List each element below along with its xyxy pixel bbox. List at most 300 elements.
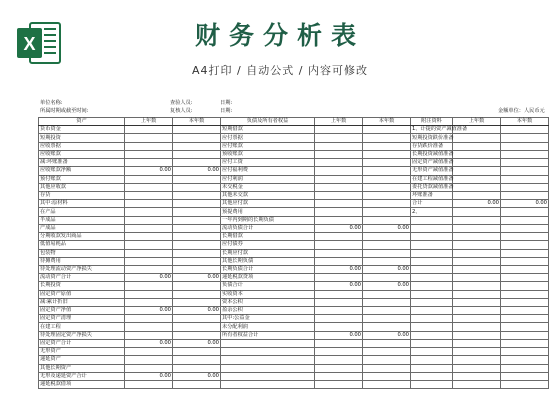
note-prev-cell[interactable] [453, 348, 501, 356]
liability-item-cell[interactable]: 盈余公积 [221, 307, 315, 315]
note-item-cell[interactable]: 固定资产减值准备 [412, 159, 454, 166]
note-prev-cell[interactable] [453, 224, 501, 232]
note-curr-cell[interactable] [501, 167, 549, 175]
liability-item-cell[interactable]: 资本公积 [221, 298, 315, 306]
liability-item-cell[interactable]: 预提费用 [221, 208, 315, 216]
liability-item-cell[interactable]: 长期借款 [221, 233, 315, 241]
note-curr-cell[interactable] [501, 126, 549, 134]
note-prev-cell[interactable] [453, 356, 501, 364]
asset-prev-cell[interactable] [125, 191, 173, 199]
liability-prev-cell[interactable] [315, 167, 363, 175]
note-item-cell[interactable] [411, 282, 453, 290]
note-prev-cell[interactable] [453, 265, 501, 273]
liability-curr-cell[interactable]: 0.00 [363, 282, 411, 290]
note-item-cell[interactable]: 短期投资跌价准备 [412, 134, 454, 141]
note-curr-cell[interactable] [501, 265, 549, 273]
liability-item-cell[interactable]: 实收资本 [221, 290, 315, 298]
asset-prev-cell[interactable] [125, 381, 173, 389]
liability-curr-cell[interactable] [363, 183, 411, 191]
asset-item-cell[interactable]: 固定资产合计 [39, 339, 125, 347]
asset-prev-cell[interactable]: 0.00 [125, 274, 173, 282]
asset-item-cell[interactable]: 应收票据 [39, 142, 125, 150]
liability-curr-cell[interactable] [363, 175, 411, 183]
note-item-cell[interactable]: 无形资产减值准备 [412, 167, 454, 174]
asset-prev-cell[interactable] [125, 224, 173, 232]
asset-prev-cell[interactable] [125, 265, 173, 273]
asset-item-cell[interactable]: 分期收款发出商品 [39, 233, 125, 241]
asset-item-cell[interactable]: 无形资产 [39, 348, 125, 356]
asset-item-cell[interactable]: 其他长期资产 [39, 364, 125, 372]
note-curr-cell[interactable] [501, 142, 549, 150]
note-item-cell[interactable]: 坏账准备 [411, 191, 453, 199]
liability-curr-cell[interactable] [363, 356, 411, 364]
asset-curr-cell[interactable] [173, 200, 221, 208]
note-curr-cell[interactable] [501, 364, 549, 372]
asset-item-cell[interactable]: 预付账款 [39, 175, 125, 183]
liability-curr-cell[interactable] [363, 200, 411, 208]
liability-item-cell[interactable]: 应付福利费 [221, 167, 315, 175]
asset-curr-cell[interactable]: 0.00 [173, 372, 221, 380]
liability-prev-cell[interactable] [315, 323, 363, 331]
asset-curr-cell[interactable] [173, 159, 221, 167]
note-item-cell[interactable]: 存货跌价准备 [411, 142, 453, 150]
note-prev-cell[interactable] [453, 339, 501, 347]
liability-curr-cell[interactable] [363, 191, 411, 199]
asset-item-cell[interactable]: 递延资产 [39, 356, 125, 364]
liability-curr-cell[interactable] [363, 134, 411, 142]
liability-curr-cell[interactable] [363, 142, 411, 150]
note-item-cell[interactable]: 2、 [411, 208, 453, 216]
asset-prev-cell[interactable] [125, 134, 173, 142]
liability-item-cell[interactable]: 应付工资 [221, 159, 315, 167]
liability-prev-cell[interactable] [315, 315, 363, 323]
note-curr-cell[interactable] [501, 298, 549, 306]
note-prev-cell[interactable] [453, 241, 501, 249]
asset-item-cell[interactable]: 包装物 [39, 249, 125, 257]
liability-prev-cell[interactable] [315, 381, 363, 389]
note-curr-cell[interactable] [501, 339, 549, 347]
asset-item-cell[interactable]: 其中:原材料 [39, 200, 125, 208]
asset-curr-cell[interactable] [173, 290, 221, 298]
note-item-cell[interactable] [411, 381, 453, 389]
liability-prev-cell[interactable] [315, 191, 363, 199]
note-item-cell[interactable] [411, 233, 453, 241]
note-item-cell[interactable] [411, 372, 453, 380]
liability-curr-cell[interactable] [363, 323, 411, 331]
asset-curr-cell[interactable] [173, 216, 221, 224]
note-prev-cell[interactable] [453, 257, 501, 265]
liability-item-cell[interactable]: 其他未交款 [221, 191, 315, 199]
note-curr-cell[interactable] [501, 241, 549, 249]
liability-prev-cell[interactable]: 0.00 [315, 282, 363, 290]
liability-curr-cell[interactable] [363, 249, 411, 257]
liability-item-cell[interactable]: 长期应付款 [221, 249, 315, 257]
asset-curr-cell[interactable]: 0.00 [173, 339, 221, 347]
asset-curr-cell[interactable] [173, 356, 221, 364]
asset-curr-cell[interactable]: 0.00 [173, 274, 221, 282]
liability-item-cell[interactable]: 应付债券 [221, 241, 315, 249]
note-prev-cell[interactable] [453, 290, 501, 298]
note-item-cell[interactable] [411, 224, 453, 232]
asset-prev-cell[interactable] [125, 175, 173, 183]
note-prev-cell[interactable] [453, 315, 501, 323]
header-curr-year-2[interactable]: 本年数 [363, 118, 411, 126]
liability-item-cell[interactable]: 负债合计 [221, 282, 315, 290]
liability-item-cell[interactable] [221, 339, 315, 347]
asset-curr-cell[interactable] [173, 348, 221, 356]
note-item-cell[interactable]: 1、计提的资产减值准备 [412, 126, 468, 133]
asset-prev-cell[interactable] [125, 290, 173, 298]
liability-curr-cell[interactable] [363, 274, 411, 282]
note-prev-cell[interactable] [453, 298, 501, 306]
liability-prev-cell[interactable] [315, 298, 363, 306]
note-item-cell[interactable]: 长期投资减值准备 [412, 150, 454, 157]
note-item-cell[interactable] [411, 298, 453, 306]
note-prev-cell[interactable] [453, 134, 501, 142]
asset-prev-cell[interactable] [125, 233, 173, 241]
note-item-cell[interactable] [411, 339, 453, 347]
asset-curr-cell[interactable] [173, 298, 221, 306]
asset-item-cell[interactable]: 低值易耗品 [39, 241, 125, 249]
note-curr-cell[interactable] [501, 282, 549, 290]
asset-item-cell[interactable]: 在产品 [39, 208, 125, 216]
note-curr-cell[interactable] [501, 249, 549, 257]
note-prev-cell[interactable] [453, 233, 501, 241]
asset-prev-cell[interactable] [125, 364, 173, 372]
liability-curr-cell[interactable] [363, 216, 411, 224]
note-prev-cell[interactable] [453, 249, 501, 257]
liability-prev-cell[interactable] [315, 183, 363, 191]
liability-prev-cell[interactable] [315, 241, 363, 249]
asset-prev-cell[interactable] [125, 150, 173, 158]
note-item-cell[interactable] [411, 274, 453, 282]
note-item-cell[interactable] [411, 364, 453, 372]
note-prev-cell[interactable] [453, 142, 501, 150]
liability-item-cell[interactable]: 其中:公益金 [221, 315, 315, 323]
liability-curr-cell[interactable] [363, 381, 411, 389]
asset-curr-cell[interactable] [173, 142, 221, 150]
liability-curr-cell[interactable] [363, 233, 411, 241]
asset-prev-cell[interactable]: 0.00 [125, 339, 173, 347]
liability-item-cell[interactable] [221, 364, 315, 372]
note-curr-cell[interactable] [501, 290, 549, 298]
asset-curr-cell[interactable] [173, 331, 221, 339]
note-curr-cell[interactable] [501, 331, 549, 339]
note-curr-cell[interactable] [501, 372, 549, 380]
note-item-cell[interactable] [411, 241, 453, 249]
asset-curr-cell[interactable] [173, 191, 221, 199]
liability-curr-cell[interactable] [363, 159, 411, 167]
header-prev-year-2[interactable]: 上年数 [315, 118, 363, 126]
liability-item-cell[interactable]: 递延税款贷项 [221, 274, 315, 282]
note-curr-cell[interactable] [501, 315, 549, 323]
liability-prev-cell[interactable] [315, 339, 363, 347]
asset-prev-cell[interactable] [125, 159, 173, 167]
asset-item-cell[interactable]: 应收账款净额 [39, 167, 125, 175]
note-curr-cell[interactable] [501, 150, 549, 158]
note-curr-cell[interactable] [501, 183, 549, 191]
liability-curr-cell[interactable] [363, 315, 411, 323]
header-curr-year[interactable]: 本年数 [173, 118, 221, 126]
liability-curr-cell[interactable] [363, 167, 411, 175]
note-prev-cell[interactable] [453, 274, 501, 282]
liability-item-cell[interactable]: 应付票据 [221, 134, 315, 142]
liability-item-cell[interactable]: 未交税金 [221, 183, 315, 191]
liability-item-cell[interactable]: 短期借款 [221, 126, 315, 134]
asset-item-cell[interactable]: 流动资产合计 [39, 274, 125, 282]
asset-item-cell[interactable]: 其他应收款 [39, 183, 125, 191]
asset-item-cell[interactable]: 半成品 [39, 216, 125, 224]
note-item-cell[interactable] [411, 257, 453, 265]
note-prev-cell[interactable] [453, 191, 501, 199]
note-curr-cell[interactable] [501, 233, 549, 241]
liability-prev-cell[interactable] [315, 134, 363, 142]
note-item-cell[interactable] [411, 315, 453, 323]
liability-item-cell[interactable]: 未分配利润 [221, 323, 315, 331]
note-prev-cell[interactable] [453, 381, 501, 389]
asset-prev-cell[interactable] [125, 183, 173, 191]
liability-prev-cell[interactable] [315, 159, 363, 167]
asset-curr-cell[interactable] [173, 175, 221, 183]
asset-prev-cell[interactable] [125, 348, 173, 356]
note-item-cell[interactable] [411, 331, 453, 339]
liability-item-cell[interactable]: 预收账款 [221, 150, 315, 158]
asset-curr-cell[interactable] [173, 134, 221, 142]
note-curr-cell[interactable] [501, 348, 549, 356]
liability-item-cell[interactable]: 应付账款 [221, 142, 315, 150]
note-prev-cell[interactable] [453, 372, 501, 380]
liability-item-cell[interactable]: 其他长期负债 [221, 257, 315, 265]
asset-item-cell[interactable]: 减:坏账准备 [39, 159, 125, 167]
header-assets[interactable]: 资产 [39, 118, 125, 126]
note-curr-cell[interactable] [501, 323, 549, 331]
asset-prev-cell[interactable]: 0.00 [125, 167, 173, 175]
asset-prev-cell[interactable]: 0.00 [125, 372, 173, 380]
asset-curr-cell[interactable] [173, 381, 221, 389]
liability-prev-cell[interactable] [315, 175, 363, 183]
note-prev-cell[interactable] [453, 159, 501, 167]
asset-prev-cell[interactable] [125, 315, 173, 323]
liability-prev-cell[interactable] [315, 216, 363, 224]
asset-curr-cell[interactable] [173, 183, 221, 191]
note-curr-cell[interactable]: 0.00 [501, 200, 549, 208]
liability-prev-cell[interactable] [315, 257, 363, 265]
header-curr-year-3[interactable]: 本年数 [501, 118, 549, 126]
asset-curr-cell[interactable] [173, 323, 221, 331]
asset-prev-cell[interactable] [125, 249, 173, 257]
header-prev-year[interactable]: 上年数 [125, 118, 173, 126]
asset-prev-cell[interactable] [125, 323, 173, 331]
asset-prev-cell[interactable] [125, 298, 173, 306]
note-curr-cell[interactable] [501, 257, 549, 265]
asset-curr-cell[interactable] [173, 249, 221, 257]
page-title: 财务分析表 [194, 21, 365, 50]
note-curr-cell[interactable] [501, 274, 549, 282]
liability-prev-cell[interactable]: 0.00 [315, 265, 363, 273]
liability-item-cell[interactable]: 应付利润 [221, 175, 315, 183]
asset-prev-cell[interactable] [125, 241, 173, 249]
note-prev-cell[interactable]: 0.00 [453, 200, 501, 208]
liability-prev-cell[interactable]: 0.00 [315, 224, 363, 232]
asset-item-cell[interactable]: 在建工程 [39, 323, 125, 331]
asset-item-cell[interactable]: 长期投资 [39, 282, 125, 290]
liability-curr-cell[interactable] [363, 126, 411, 134]
liability-curr-cell[interactable]: 0.00 [363, 331, 411, 339]
liability-curr-cell[interactable] [363, 290, 411, 298]
asset-curr-cell[interactable] [173, 150, 221, 158]
asset-curr-cell[interactable] [173, 208, 221, 216]
note-item-cell[interactable] [411, 216, 453, 224]
note-prev-cell[interactable] [453, 331, 501, 339]
asset-item-cell[interactable]: 产成品 [39, 224, 125, 232]
asset-curr-cell[interactable] [173, 224, 221, 232]
note-prev-cell[interactable] [453, 167, 501, 175]
note-prev-cell[interactable] [453, 307, 501, 315]
asset-curr-cell[interactable]: 0.00 [173, 307, 221, 315]
asset-item-cell[interactable]: 递延税款借项 [39, 381, 125, 389]
header-notes[interactable]: 附注资料 [411, 118, 453, 126]
liability-prev-cell[interactable] [315, 307, 363, 315]
liability-curr-cell[interactable] [363, 307, 411, 315]
asset-curr-cell[interactable] [173, 364, 221, 372]
asset-item-cell[interactable]: 应收账款 [39, 150, 125, 158]
asset-prev-cell[interactable] [125, 200, 173, 208]
note-prev-cell[interactable] [453, 364, 501, 372]
note-prev-cell[interactable] [453, 208, 501, 216]
liability-item-cell[interactable]: 所有者权益合计 [221, 331, 315, 339]
note-curr-cell[interactable] [501, 208, 549, 216]
liability-item-cell[interactable] [221, 356, 315, 364]
note-curr-cell[interactable] [501, 191, 549, 199]
asset-curr-cell[interactable] [173, 265, 221, 273]
note-curr-cell[interactable] [501, 356, 549, 364]
note-curr-cell[interactable] [501, 134, 549, 142]
liability-prev-cell[interactable] [315, 208, 363, 216]
asset-curr-cell[interactable] [173, 233, 221, 241]
liability-prev-cell[interactable] [315, 348, 363, 356]
liability-item-cell[interactable] [221, 348, 315, 356]
liability-item-cell[interactable] [221, 372, 315, 380]
asset-item-cell[interactable]: 无形及递延资产合计 [39, 372, 125, 380]
asset-item-cell[interactable]: 固定资产净值 [39, 307, 125, 315]
liability-item-cell[interactable]: 长期负债合计 [221, 265, 315, 273]
asset-curr-cell[interactable] [173, 241, 221, 249]
note-prev-cell[interactable] [453, 150, 501, 158]
asset-item-cell[interactable]: 固定资产清理 [39, 315, 125, 323]
liability-curr-cell[interactable] [363, 298, 411, 306]
note-prev-cell[interactable] [453, 282, 501, 290]
liability-curr-cell[interactable]: 0.00 [363, 224, 411, 232]
liability-prev-cell[interactable] [315, 200, 363, 208]
note-item-cell[interactable] [411, 265, 453, 273]
liability-curr-cell[interactable] [363, 241, 411, 249]
asset-curr-cell[interactable] [173, 315, 221, 323]
liability-curr-cell[interactable] [363, 257, 411, 265]
asset-curr-cell[interactable]: 0.00 [173, 167, 221, 175]
liability-item-cell[interactable]: 其他应付款 [221, 200, 315, 208]
note-item-cell[interactable]: 合计 [411, 200, 453, 208]
liability-prev-cell[interactable]: 0.00 [315, 331, 363, 339]
note-item-cell[interactable] [411, 348, 453, 356]
liability-curr-cell[interactable] [363, 348, 411, 356]
note-item-cell[interactable] [411, 290, 453, 298]
asset-curr-cell[interactable] [173, 257, 221, 265]
asset-prev-cell[interactable] [125, 257, 173, 265]
liability-prev-cell[interactable] [315, 233, 363, 241]
asset-prev-cell[interactable] [125, 216, 173, 224]
asset-item-cell[interactable]: 存货 [39, 191, 125, 199]
unit-name-label: 单位名称: [40, 100, 63, 106]
note-prev-cell[interactable] [453, 216, 501, 224]
note-item-cell[interactable]: 委托贷款减值准备 [412, 183, 454, 190]
note-prev-cell[interactable] [453, 183, 501, 191]
note-curr-cell[interactable] [501, 224, 549, 232]
note-item-cell[interactable]: 在建工程减值准备 [412, 175, 454, 182]
header-prev-year-3[interactable]: 上年数 [453, 118, 501, 126]
table-row [39, 372, 549, 380]
liability-prev-cell[interactable] [315, 274, 363, 282]
asset-prev-cell[interactable] [125, 126, 173, 134]
liability-item-cell[interactable] [221, 381, 315, 389]
asset-item-cell[interactable]: 待处理固定资产净损失 [39, 331, 125, 339]
liability-prev-cell[interactable] [315, 249, 363, 257]
header-liabilities[interactable]: 负债及所有者权益 [221, 118, 315, 126]
note-item-cell[interactable] [411, 249, 453, 257]
liability-prev-cell[interactable] [315, 356, 363, 364]
asset-item-cell[interactable]: 减:累计折旧 [39, 298, 125, 306]
note-curr-cell[interactable] [501, 159, 549, 167]
asset-prev-cell[interactable] [125, 331, 173, 339]
liability-prev-cell[interactable] [315, 126, 363, 134]
date-label-1: 日期: [220, 100, 233, 106]
asset-curr-cell[interactable] [173, 282, 221, 290]
asset-item-cell[interactable]: 待摊费用 [39, 257, 125, 265]
note-item-cell[interactable] [411, 307, 453, 315]
note-prev-cell[interactable] [453, 175, 501, 183]
asset-item-cell[interactable]: 货币资金 [39, 126, 125, 134]
liability-prev-cell[interactable] [315, 150, 363, 158]
note-curr-cell[interactable] [501, 175, 549, 183]
liability-curr-cell[interactable] [363, 372, 411, 380]
note-curr-cell[interactable] [501, 216, 549, 224]
liability-prev-cell[interactable] [315, 142, 363, 150]
asset-curr-cell[interactable] [173, 126, 221, 134]
note-curr-cell[interactable] [501, 381, 549, 389]
note-prev-cell[interactable] [453, 323, 501, 331]
liability-curr-cell[interactable] [363, 208, 411, 216]
liability-curr-cell[interactable] [363, 364, 411, 372]
asset-prev-cell[interactable] [125, 142, 173, 150]
note-item-cell[interactable] [411, 323, 453, 331]
asset-item-cell[interactable]: 待处理流动资产净损失 [39, 265, 125, 273]
liability-curr-cell[interactable]: 0.00 [363, 265, 411, 273]
liability-prev-cell[interactable] [315, 364, 363, 372]
asset-item-cell[interactable]: 固定资产原值 [39, 290, 125, 298]
asset-prev-cell[interactable] [125, 356, 173, 364]
liability-prev-cell[interactable] [315, 372, 363, 380]
note-curr-cell[interactable] [501, 307, 549, 315]
liability-curr-cell[interactable] [363, 339, 411, 347]
asset-item-cell[interactable]: 短期投资 [39, 134, 125, 142]
liability-item-cell[interactable]: 一年内到期的长期负债 [221, 216, 315, 224]
asset-prev-cell[interactable] [125, 208, 173, 216]
asset-prev-cell[interactable]: 0.00 [125, 307, 173, 315]
liability-curr-cell[interactable] [363, 150, 411, 158]
asset-prev-cell[interactable] [125, 282, 173, 290]
liability-item-cell[interactable]: 流动负债合计 [221, 224, 315, 232]
note-item-cell[interactable] [411, 356, 453, 364]
liability-prev-cell[interactable] [315, 290, 363, 298]
